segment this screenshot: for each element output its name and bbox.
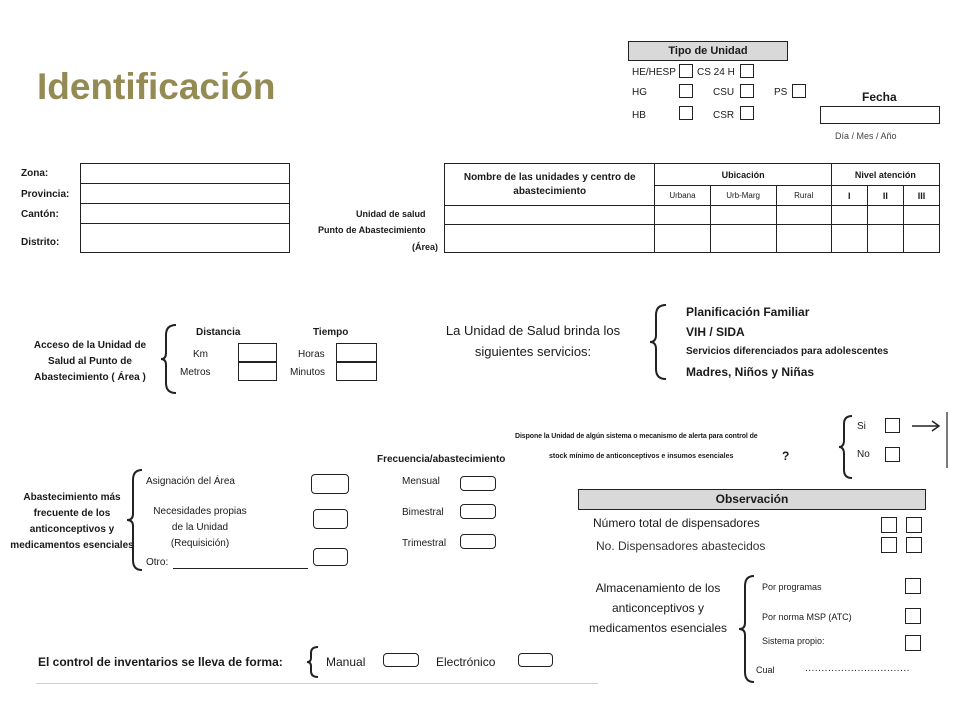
arrow-right-icon: [910, 412, 950, 472]
almacenamiento-label: Almacenamiento de los anticonceptivos y medicamentos esenciales: [588, 581, 728, 635]
otro-input-line[interactable]: [173, 568, 308, 569]
col-nivel-3: III: [903, 186, 939, 206]
servicio-vih: VIH / SIDA: [686, 325, 745, 339]
unidades-table: [444, 163, 940, 253]
punto-abast-label: Punto de Abastecimiento: [318, 225, 426, 235]
distancia-header: Distancia: [196, 327, 241, 338]
trimestral-checkbox[interactable]: [460, 534, 496, 549]
checkbox-he-hesp[interactable]: [679, 64, 693, 78]
almacenamiento-bracket: [738, 574, 758, 684]
total-digit-1[interactable]: [881, 517, 897, 533]
manual-checkbox[interactable]: [383, 653, 419, 667]
zona-label: Zona:: [21, 168, 49, 179]
electronico-label: Electrónico: [436, 655, 496, 669]
col-urbana: Urbana: [655, 186, 710, 206]
necesidades-line-2: de la Unidad: [171, 522, 229, 533]
minutos-input[interactable]: [336, 362, 377, 381]
alerta-line-2: stock mínimo de anticonceptivos e insumos esenciales: [549, 453, 734, 460]
col-nivel-2: II: [867, 186, 903, 206]
unidad-salud-name-cell[interactable]: [445, 206, 655, 224]
unidades-header: Nombre de las unidades y centro de abastecimiento: [445, 164, 655, 206]
cual-input-dots[interactable]: ................................: [805, 663, 910, 674]
tiempo-header: Tiempo: [313, 327, 349, 338]
abastecidos-digit-1[interactable]: [881, 537, 897, 553]
servicio-adolescentes: Servicios diferenciados para adolescentes: [686, 346, 889, 357]
inventario-label: El control de inventarios se lleva de forma:: [38, 655, 283, 669]
bimestral-label: Bimestral: [402, 507, 444, 518]
necesidades-line-1: Necesidades propias: [153, 506, 247, 517]
checkbox-hg[interactable]: [679, 84, 693, 98]
observacion-header: Observación: [578, 489, 926, 510]
cual-label: Cual: [756, 665, 775, 675]
sistema-propio-checkbox[interactable]: [905, 635, 921, 651]
servicios-bracket: [648, 303, 670, 381]
asignacion-label: Asignación del Área: [146, 476, 235, 487]
abastecimiento-label: Abastecimiento más frecuente de los anticonceptivos y medicamentos esenciales: [10, 492, 134, 551]
por-norma-checkbox[interactable]: [905, 608, 921, 624]
frecuencia-header: Frecuencia/abastecimiento: [377, 454, 506, 465]
area-label: (Área): [412, 242, 439, 252]
horas-label: Horas: [298, 349, 325, 360]
otro-checkbox[interactable]: [313, 548, 348, 566]
checkbox-ps[interactable]: [792, 84, 806, 98]
alerta-line-1: Dispone la Unidad de algún sistema o mecanismo de alerta para control de: [515, 433, 758, 440]
bimestral-checkbox[interactable]: [460, 504, 496, 519]
alerta-bracket: [838, 414, 856, 480]
metros-input[interactable]: [238, 362, 277, 381]
mensual-checkbox[interactable]: [460, 476, 496, 491]
necesidades-label: [146, 504, 254, 552]
option-cs24: CS 24 H: [697, 67, 735, 78]
servicios-label: La Unidad de Salud brinda los siguientes servicios:: [445, 323, 621, 359]
checkbox-csr[interactable]: [740, 106, 754, 120]
abastecidos-digit-2[interactable]: [906, 537, 922, 553]
distrito-label: Distrito:: [21, 237, 60, 248]
table-row: [445, 224, 940, 252]
por-programas-checkbox[interactable]: [905, 578, 921, 594]
option-he-hesp: HE/HESP: [632, 67, 676, 78]
necesidades-line-3: (Requisición): [170, 538, 230, 549]
canton-input[interactable]: [80, 203, 290, 224]
manual-label: Manual: [326, 655, 366, 669]
necesidades-checkbox[interactable]: [313, 509, 348, 529]
option-csr: CSR: [713, 110, 735, 121]
metros-label: Metros: [180, 367, 211, 378]
checkbox-cs24[interactable]: [740, 64, 754, 78]
horas-input[interactable]: [336, 343, 377, 362]
option-ps: PS: [774, 87, 788, 98]
km-label: Km: [193, 349, 208, 360]
canton-label: Cantón:: [21, 209, 59, 220]
checkbox-hb[interactable]: [679, 106, 693, 120]
divider-line: [36, 683, 598, 684]
fecha-format: Día / Mes / Año: [835, 131, 897, 141]
zona-input[interactable]: [80, 163, 290, 184]
dispensadores-abastecidos-label: No. Dispensadores abastecidos: [596, 539, 766, 553]
distrito-input[interactable]: [80, 223, 290, 253]
servicio-madres: Madres, Niños y Niñas: [686, 365, 815, 379]
servicio-planificacion: Planificación Familiar: [686, 305, 810, 319]
fecha-input[interactable]: [820, 106, 940, 124]
fecha-label: Fecha: [862, 90, 897, 104]
checkbox-csu[interactable]: [740, 84, 754, 98]
provincia-label: Provincia:: [21, 189, 70, 200]
page-title: Identificación: [37, 66, 276, 107]
no-label: No: [857, 449, 870, 460]
si-label: Si: [857, 421, 866, 432]
acceso-label: Acceso de la Unidad de Salud al Punto de Abastecimiento ( Área ): [33, 340, 147, 383]
ubicacion-header: Ubicación: [655, 164, 831, 186]
inventario-bracket: [305, 645, 321, 679]
electronico-checkbox[interactable]: [518, 653, 553, 667]
col-rural: Rural: [776, 186, 831, 206]
abastecimiento-bracket: [126, 468, 146, 572]
tipo-unidad-header: Tipo de Unidad: [628, 41, 788, 61]
option-csu: CSU: [713, 87, 735, 98]
provincia-input[interactable]: [80, 183, 290, 204]
km-input[interactable]: [238, 343, 277, 362]
si-checkbox[interactable]: [885, 418, 900, 433]
trimestral-label: Trimestral: [402, 538, 447, 549]
mensual-label: Mensual: [402, 476, 440, 487]
col-nivel-1: I: [831, 186, 867, 206]
por-programas-label: Por programas: [762, 582, 822, 592]
minutos-label: Minutos: [290, 367, 326, 378]
option-hb: HB: [632, 110, 646, 121]
unidad-salud-label: Unidad de salud: [356, 209, 426, 219]
option-hg: HG: [632, 87, 647, 98]
por-norma-label: Por norma MSP (ATC): [762, 612, 852, 622]
col-urb-marg: Urb-Marg: [710, 186, 776, 206]
total-digit-2[interactable]: [906, 517, 922, 533]
acceso-bracket: [160, 323, 180, 395]
alerta-question-mark: ?: [782, 449, 790, 463]
no-checkbox[interactable]: [885, 447, 900, 462]
otro-label: Otro:: [146, 557, 169, 568]
punto-abast-name-cell[interactable]: [445, 224, 655, 252]
sistema-propio-label: Sistema propio:: [762, 636, 825, 646]
asignacion-checkbox[interactable]: [311, 474, 349, 494]
total-dispensadores-label: Número total de dispensadores: [593, 516, 760, 530]
table-row: [445, 206, 940, 224]
nivel-header: Nivel atención: [831, 164, 939, 186]
